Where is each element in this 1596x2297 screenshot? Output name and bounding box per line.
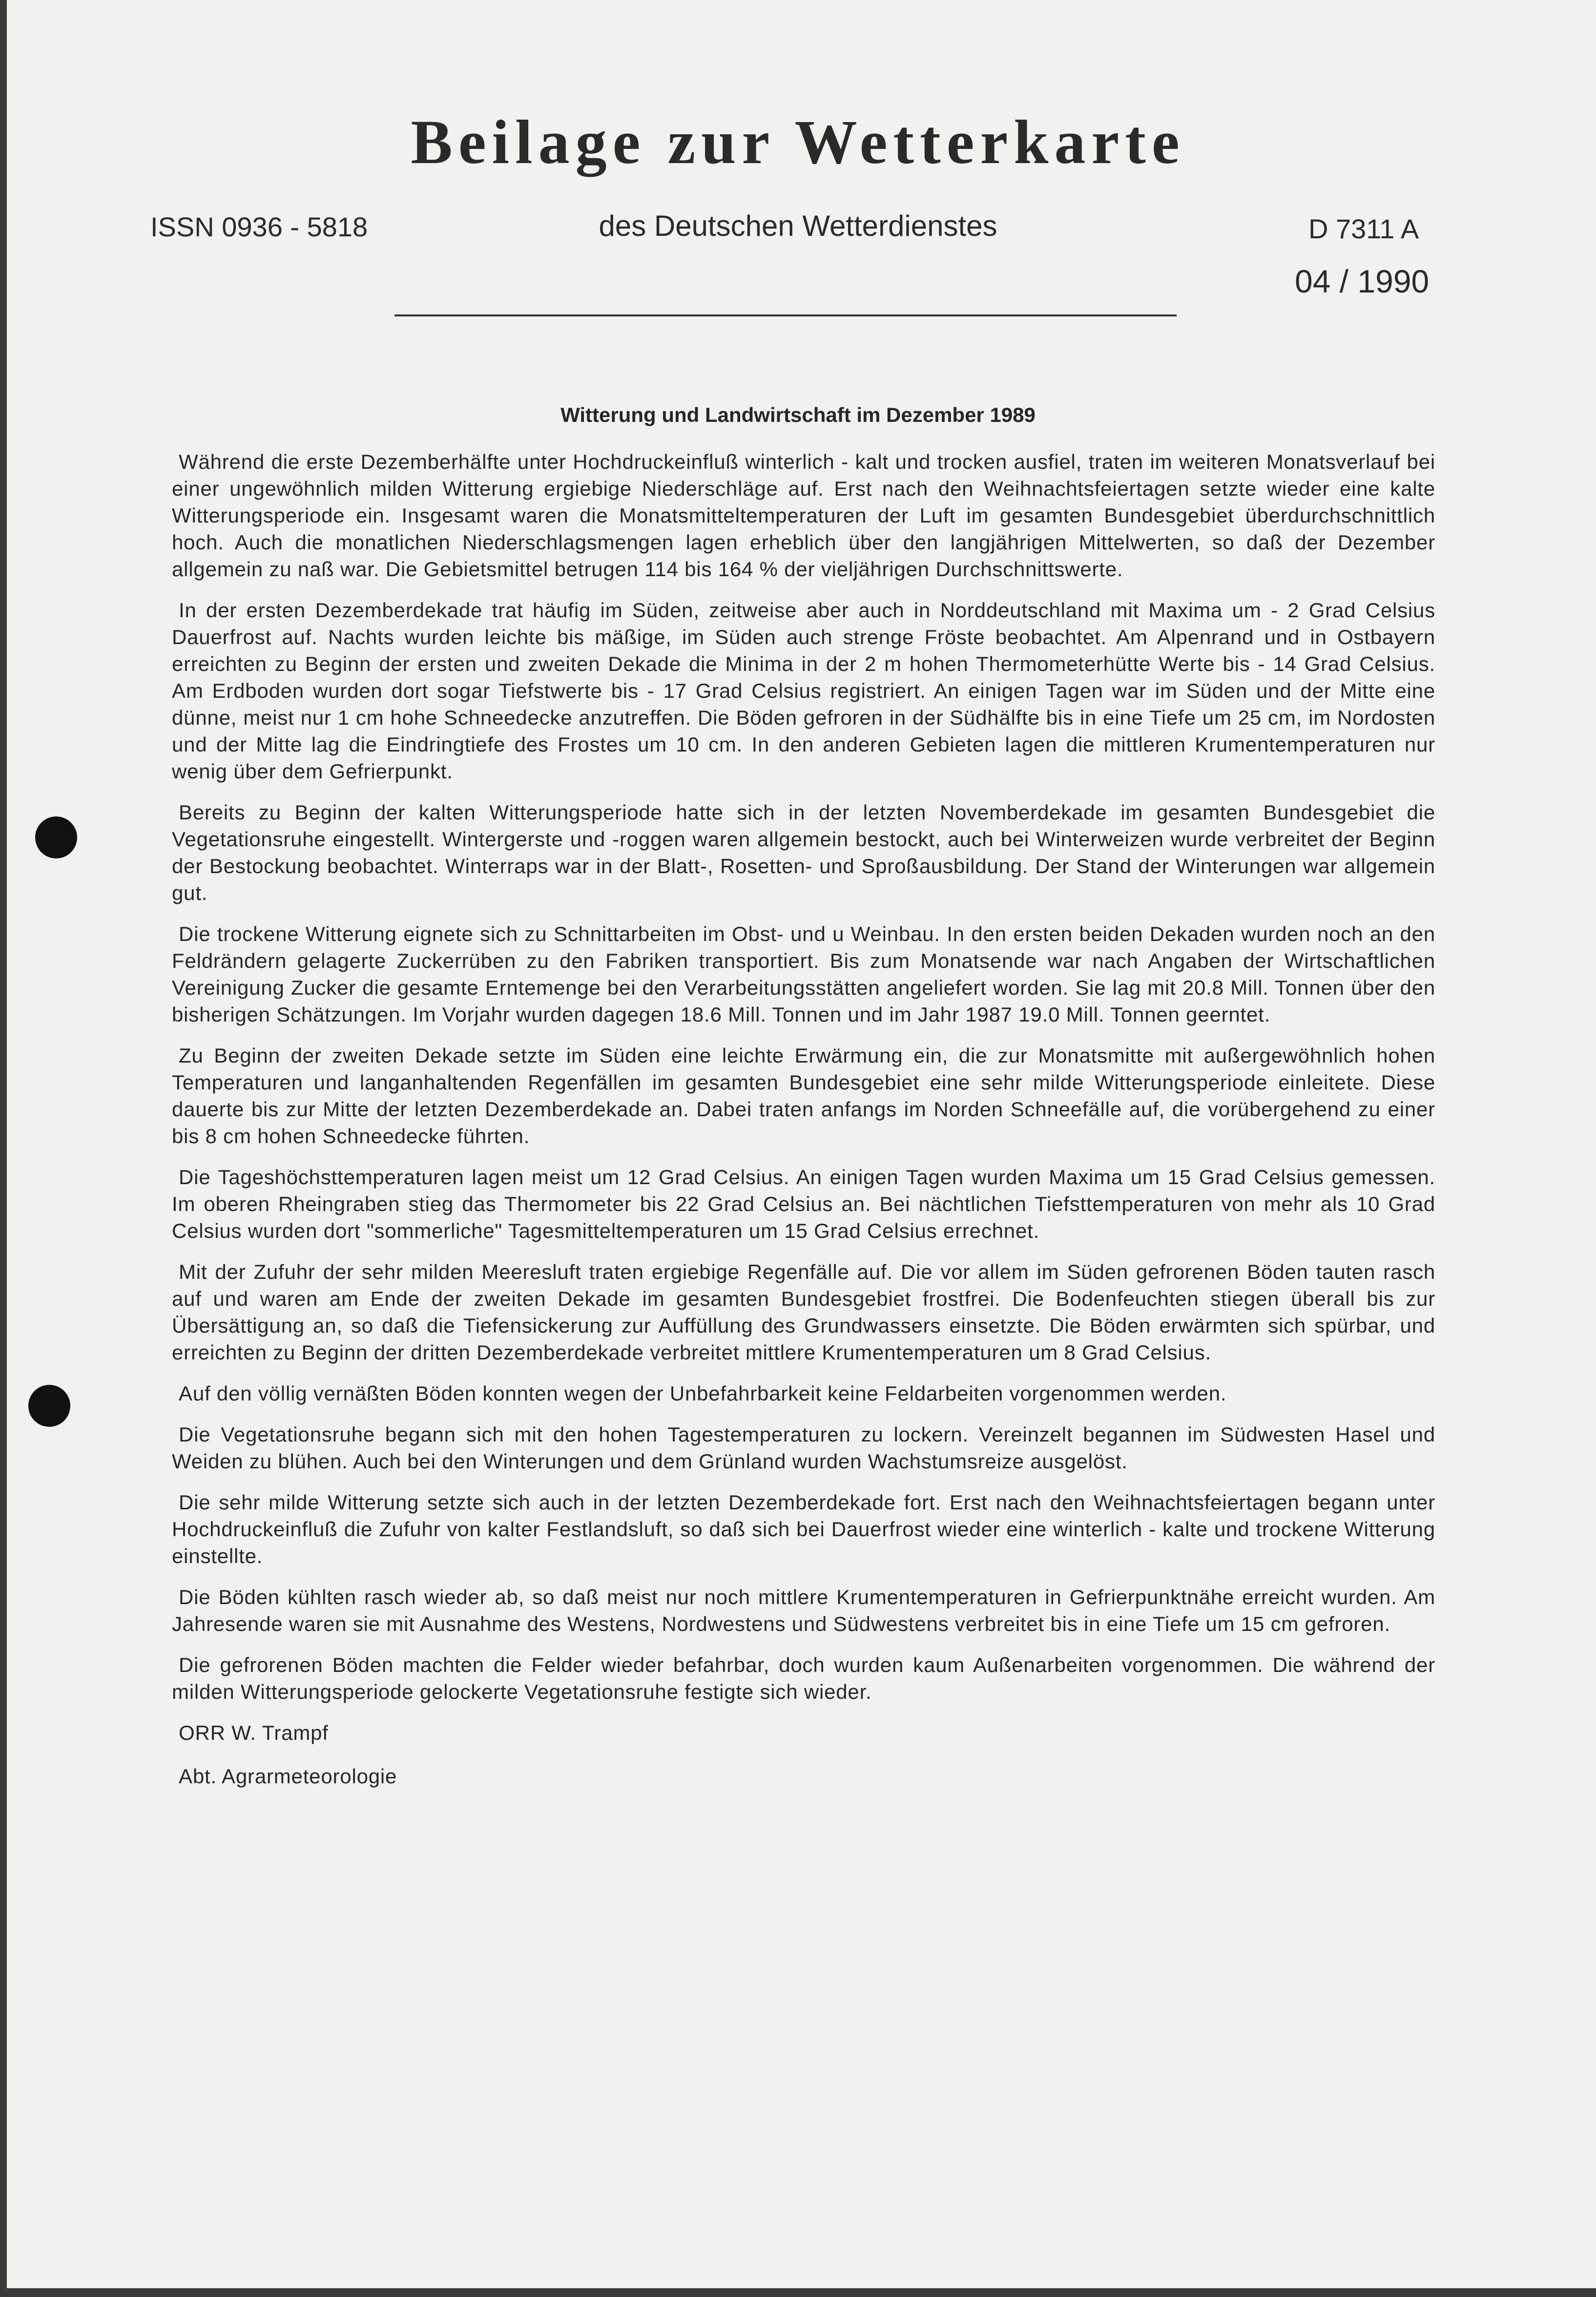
punch-hole-upper: [35, 816, 77, 858]
header-rule: [394, 314, 1177, 316]
author-signature: ORR W. Trampf: [179, 1721, 329, 1744]
issue-number: 04 / 1990: [1295, 263, 1430, 299]
publication-code: D 7311 A: [1308, 213, 1419, 244]
paragraph: Auf den völlig vernäßten Böden konnten wegen der Unbefahrbarkeit keine Feldarbeiten vorgenommen werden.: [179, 1382, 1227, 1405]
paragraph: Während die erste Dezemberhälfte unter Hochdruckeinfluß winterlich - kalt und trocken ausfiel, traten im weiteren Monatsverlauf bei einer ungewöhnlich milden Witterung ergiebige Niederschläge auf. Erst nach den Weihnachtsfeiertagen setzte wieder eine kalte Witterungsperiode ein. Insgesamt waren die Monatsmitteltemperaturen der Luft im gesamten Bundesgebiet überdurchschnittlich hoch. Auch die monatlichen Niederschlagsmengen lagen erheblich über den langjährigen Mittelwerten, so daß der Dezember allgemein zu naß war. Die Gebietsmittel betrugen 114 bis 164 % der vieljährigen Durchschnittswerte.: [172, 450, 1435, 581]
punch-hole-lower: [28, 1385, 70, 1427]
paragraph: Mit der Zufuhr der sehr milden Meeresluft traten ergiebige Regenfälle auf. Die vor allem im Süden gefrorenen Böden tauten rasch auf und waren am Ende der zweiten Dekade im gesamten Bundesgebiet frostfrei. Die Bodenfeuchten stiegen überall bis zur Übersättigung an, so daß die Tiefensickerung zur Auffüllung des Grundwassers einsetzte. Die Böden erwärmten sich spürbar, und erreichten zu Beginn der dritten Dezemberdekade verbreitet mittlere Krumentemperaturen um 8 Grad Celsius.: [172, 1260, 1435, 1364]
masthead-title: Beilage zur Wetterkarte: [411, 107, 1185, 177]
paragraph: In der ersten Dezemberdekade trat häufig im Süden, zeitweise aber auch in Norddeutschland mit Maxima um - 2 Grad Celsius Dauerfrost auf. Nachts wurden leichte bis mäßige, im Süden auch strenge Fröste beobachtet. Am Alpenrand und in Ostbayern erreichten zu Beginn der ersten und zweiten Dekade die Minima in der 2 m hohen Thermometerhütte Werte bis - 14 Grad Celsius. Am Erdboden wurden dort sogar Tiefstwerte bis - 17 Grad Celsius registriert. An einigen Tagen war im Süden und der Mitte eine dünne, meist nur 1 cm hohe Schneedecke anzutreffen. Die Böden gefroren in der Südhälfte bis in eine Tiefe um 25 cm, im Nordosten und der Mitte lag die Eindringtiefe des Frostes um 10 cm. In den anderen Gebieten lagen die mittleren Krumentemperaturen nur wenig über dem Gefrierpunkt.: [172, 599, 1435, 783]
scan-edge-bottom: [0, 2288, 1596, 2297]
paragraph: Die Vegetationsruhe begann sich mit den hohen Tagestemperaturen zu lockern. Vereinzelt begannen im Südwesten Hasel und Weiden zu blühen. Auch bei den Winterungen und dem Grünland wurden Wachstumsreize ausgelöst.: [172, 1423, 1435, 1473]
article-body: [172, 448, 1435, 1806]
author-department: Abt. Agrarmeteorologie: [179, 1765, 397, 1788]
paragraph: Die gefrorenen Böden machten die Felder wieder befahrbar, doch wurden kaum Außenarbeiten vorgenommen. Die während der milden Witterungsperiode gelockerte Vegetationsruhe festigte sich wieder.: [172, 1653, 1435, 1703]
publisher-subtitle: des Deutschen Wetterdienstes: [599, 209, 997, 242]
paragraph: Die Böden kühlten rasch wieder ab, so daß meist nur noch mittlere Krumentemperaturen in Gefrierpunktnähe erreicht wurden. Am Jahresende waren sie mit Ausnahme des Westens, Nordwestens und Südwestens verbreitet bis in eine Tiefe um 15 cm gefroren.: [172, 1586, 1435, 1635]
article-title: Witterung und Landwirtschaft im Dezember 1989: [560, 403, 1036, 426]
paragraph: Zu Beginn der zweiten Dekade setzte im Süden eine leichte Erwärmung ein, die zur Monatsmitte mit außergewöhnlich hohen Temperaturen und langanhaltenden Regenfällen im gesamten Bundesgebiet eine sehr milde Witterungsperiode einleitete. Diese dauerte bis zur Mitte der letzten Dezemberdekade an. Dabei traten anfangs im Norden Schneefälle auf, die vorübergehend zu einer bis 8 cm hohen Schneedecke führten.: [172, 1044, 1435, 1148]
scan-edge-left: [0, 0, 7, 2297]
paragraph: Bereits zu Beginn der kalten Witterungsperiode hatte sich in der letzten Novemberdekade im gesamten Bundesgebiet die Vegetationsruhe eingestellt. Wintergerste und -roggen waren allgemein bestockt, auch bei Winterweizen wurde verbreitet der Beginn der Bestockung beobachtet. Winterraps war in der Blatt-, Rosetten- und Sproßausbildung. Der Stand der Winterungen war allgemein gut.: [172, 801, 1435, 904]
paragraph: Die sehr milde Witterung setzte sich auch in der letzten Dezemberdekade fort. Erst nach den Weihnachtsfeiertagen begann unter Hochdruckeinfluß die Zufuhr von kalter Festlandsluft, so daß sich bei Dauerfrost wieder eine winterlich - kalte und trockene Witterung einstellte.: [172, 1491, 1435, 1567]
paragraph: Die trockene Witterung eignete sich zu Schnittarbeiten im Obst- und u Weinbau. In den ersten beiden Dekaden wurden noch an den Feldrändern gelagerte Zuckerrüben zu den Fabriken transportiert. Bis zum Monatsende war nach Angaben der Wirtschaftlichen Vereinigung Zucker die gesamte Erntemenge bei den Verarbeitungsstätten angeliefert worden. Sie lag mit 20.8 Mill. Tonnen über den bisherigen Schätzungen. Im Vorjahr wurden dagegen 18.6 Mill. Tonnen und im Jahr 1987 19.0 Mill. Tonnen geerntet.: [172, 922, 1435, 1026]
issn-number: ISSN 0936 - 5818: [150, 211, 368, 242]
paragraph: Die Tageshöchsttemperaturen lagen meist um 12 Grad Celsius. An einigen Tagen wurden Maxima um 15 Grad Celsius gemessen. Im oberen Rheingraben stieg das Thermometer bis 22 Grad Celsius an. Bei nächtlichen Tiefsttemperaturen von mehr als 10 Grad Celsius wurden dort "sommerliche" Tagesmitteltemperaturen um 15 Grad Celsius errechnet.: [172, 1166, 1435, 1242]
